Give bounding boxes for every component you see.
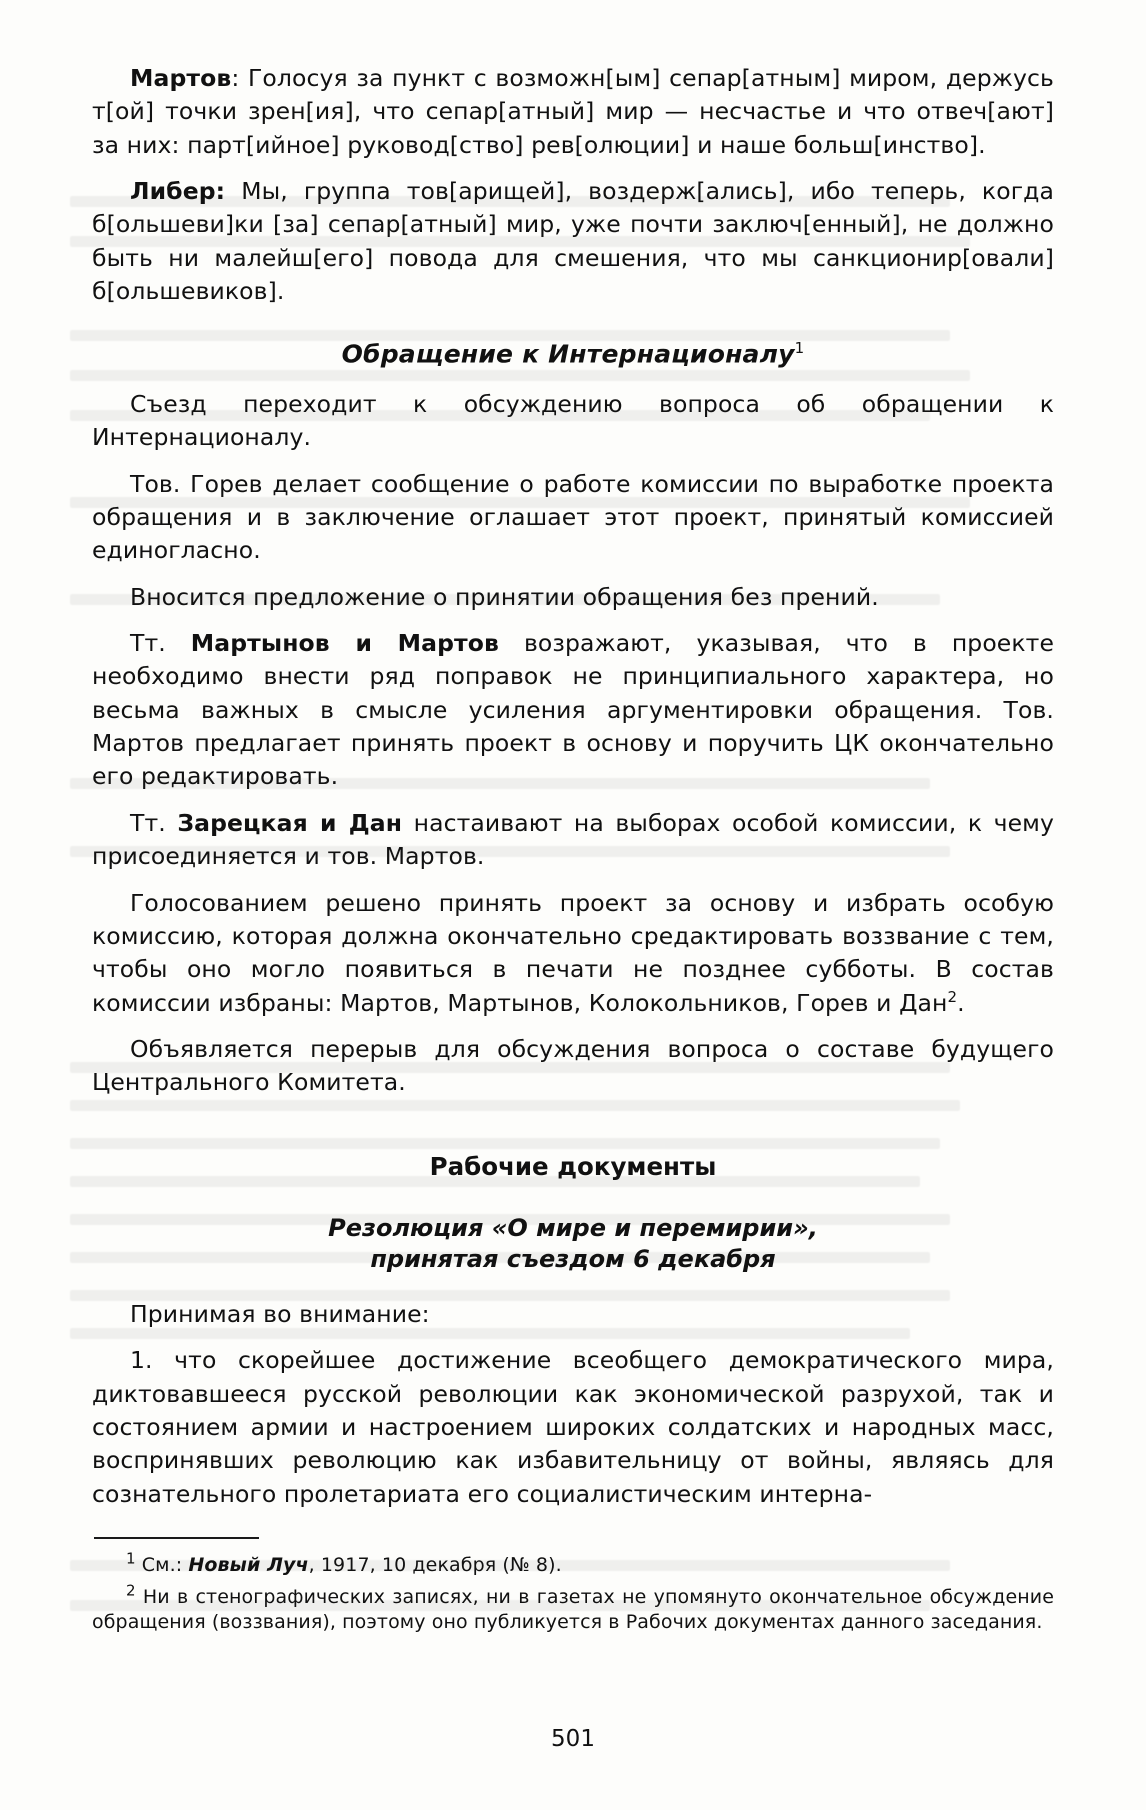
footnote-source-title: Новый Луч (188, 1554, 309, 1577)
paragraph-text: Тов. Горев делает сообщение о работе комиссии по выработке проекта обращения и в заключение оглашает этот проект, принятый комиссией единогласно. (92, 469, 1054, 565)
footnote-reference-2: 2 (947, 987, 958, 1006)
paragraph-text: Голосованием решено принять проект за основу и избрать особую комиссию, которая должна окончательно средактировать воззвание с тем, чтобы оно могло появиться в печати не позднее субботы. В состав комиссии избраны: Мартов, Мартынов, Колокольников, Горев и Дан (92, 888, 1054, 1017)
footnotes-block (92, 1537, 1054, 1635)
emphasis-names: Мартынов и Мартов (190, 629, 499, 657)
section-heading-obrashchenie (92, 339, 1054, 368)
paragraph-text: Принимая во внимание: (130, 1300, 430, 1329)
speaker-separator (225, 177, 241, 205)
resolution-title-line-2: принятая съездом 6 декабря (370, 1245, 776, 1274)
footnote-separator-rule (94, 1537, 259, 1539)
footnote-reference-1: 1 (794, 338, 805, 357)
paragraph-tail: . (957, 988, 965, 1017)
paragraph-martov (92, 62, 1054, 162)
paragraph-liber (92, 175, 1054, 308)
paragraph-text: Объявляется перерыв для обсуждения вопроса о составе будущего Центрального Комитета. (92, 1034, 1054, 1097)
page-number: 501 (551, 1726, 595, 1752)
paragraph-golosovanie (92, 887, 1054, 1020)
paragraph-zaretskaya-dan (92, 807, 1054, 874)
paragraph-text: Мы, группа тов[арищей], воздерж[ались], ибо теперь, когда б[ольшеви]ки [за] сепар[атный] мир, уже почти заключ[енный], не должно быть ни малейш[его] повода для смешения, что мы санкционир[овали] б[ольшевиков]. (92, 177, 1054, 306)
paragraph-text: Голосуя за пункт с возможн[ым] сепар[атным] миром, держусь т[ой] точки зрен[ия], что сепар[атный] мир — несчастье и что отвеч[ают] за них: парт[ийное] руковод[ство] рев[олюции] и наше больш[инство]. (92, 64, 1054, 159)
paragraph-text: Вносится предложение о принятии обращения без прений. (130, 582, 879, 611)
paragraph-text: возражают, указывая, что в проекте необходимо внести ряд поправок не принципиального характера, но весьма важных в смысле усиления аргументировки обращения. Тов. Мартов предлагает принять проект в основу и поручить ЦК окончательно его редактировать. (92, 629, 1054, 791)
paragraph-text: настаивают на выборах особой комиссии, к чему присоединяется и тов. Мартов. (92, 808, 1054, 871)
speaker-separator: : (231, 64, 248, 92)
paragraph-lead: Тт. (130, 808, 178, 837)
footnote-1 (92, 1549, 1054, 1578)
footnote-marker-2: 2 (126, 1581, 136, 1600)
paragraph-gorev (92, 468, 1054, 568)
speaker-name-liber: Либер: (130, 177, 226, 206)
section-heading-text: Обращение к Интернационалу (341, 338, 795, 368)
footnote-2 (92, 1581, 1055, 1636)
paragraph-vnositsya (92, 581, 1054, 614)
paragraph-text: 1. что скорейшее достижение всеобщего демократического мира, диктовавшееся русской революции как экономической разрухой, так и состоянием армии и настроением широких солдатских и народных масс, воспринявших революцию как избавительницу от войны, являясь для сознательного пролетариата его социалистическим интерна- (92, 1346, 1054, 1508)
emphasis-names: Зарецкая и Дан (177, 808, 403, 837)
footnote-suffix: , 1917, 10 декабря (№ 8). (308, 1554, 562, 1577)
speaker-name-martov: Мартов (130, 64, 232, 92)
resolution-title-line-1: Резолюция «О мире и перемирии», (328, 1213, 818, 1242)
heading-rabochie-dokumenty: Рабочие документы (429, 1151, 717, 1181)
heading-resolution (92, 1213, 1054, 1276)
paragraph-point-1 (92, 1344, 1054, 1511)
footnote-text: Ни в стенографических записях, ни в газетах не упомянуто окончательное обсуждение обращения (воззвания), поэтому оно публикуется в Рабочих документах данного заседания. (92, 1585, 1055, 1634)
paragraph-martynov-martov (92, 627, 1054, 794)
paragraph-obyavlyaetsya (92, 1033, 1054, 1100)
footnote-marker-1: 1 (126, 1549, 136, 1568)
paragraph-sezd (92, 388, 1054, 455)
paragraph-lead: Тт. (130, 629, 191, 657)
paragraph-prinimaya (92, 1298, 1054, 1331)
paragraph-text: Съезд переходит к обсуждению вопроса об обращении к Интернационалу. (92, 389, 1054, 452)
footnote-prefix: См.: (141, 1554, 189, 1577)
